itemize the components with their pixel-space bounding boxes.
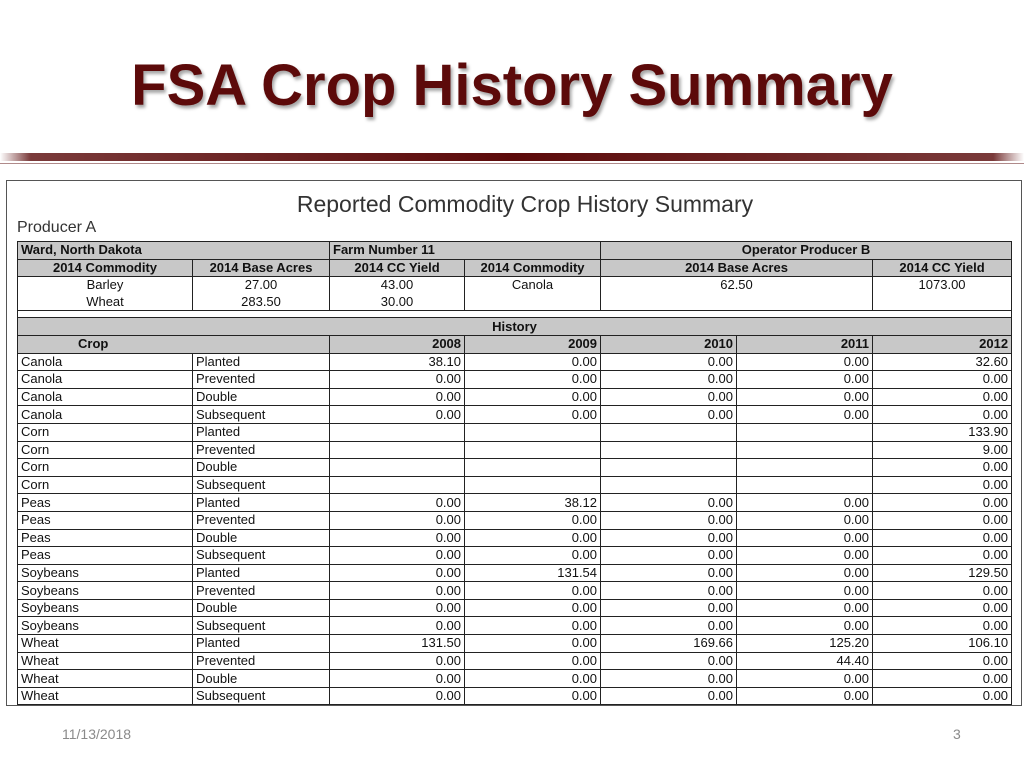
commodity-name: Wheat: [18, 294, 193, 311]
acreage-cell: 0.00: [873, 652, 1012, 670]
acreage-cell: 0.00: [465, 406, 601, 424]
acreage-cell: 0.00: [601, 494, 737, 512]
table-row: [18, 476, 1012, 494]
acreage-cell: 0.00: [465, 371, 601, 389]
acreage-cell: 0.00: [737, 617, 873, 635]
acreage-cell: [601, 459, 737, 477]
crop-name: Canola: [18, 371, 193, 389]
crop-name: Peas: [18, 547, 193, 565]
acreage-cell: 131.50: [330, 635, 465, 653]
year-header: 2012: [873, 335, 1012, 353]
crop-name: Peas: [18, 529, 193, 547]
acreage-cell: 44.40: [737, 652, 873, 670]
report-title: Reported Commodity Crop History Summary: [296, 191, 754, 217]
acreage-cell: 0.00: [330, 529, 465, 547]
cc-yield-header-right: 2014 CC Yield: [873, 259, 1012, 277]
history-type: Subsequent: [193, 547, 330, 565]
acreage-cell: 0.00: [873, 547, 1012, 565]
location-cell: Ward, North Dakota: [18, 242, 330, 260]
history-type: Prevented: [193, 371, 330, 389]
acreage-cell: [737, 423, 873, 441]
table-row: [18, 459, 1012, 477]
acreage-cell: 0.00: [601, 371, 737, 389]
history-type: Subsequent: [193, 617, 330, 635]
year-header: 2011: [737, 335, 873, 353]
crop-name: Wheat: [18, 652, 193, 670]
acreage-cell: 0.00: [465, 582, 601, 600]
table-row: [18, 652, 1012, 670]
table-row: [18, 582, 1012, 600]
farm-info-row: [18, 242, 1012, 260]
commodity-cc-yield: 30.00: [330, 294, 465, 311]
table-row: [18, 406, 1012, 424]
acreage-cell: 106.10: [873, 635, 1012, 653]
crop-name: Corn: [18, 459, 193, 477]
acreage-cell: 38.12: [465, 494, 601, 512]
history-type: Subsequent: [193, 406, 330, 424]
acreage-cell: 0.00: [330, 617, 465, 635]
acreage-cell: 125.20: [737, 635, 873, 653]
acreage-cell: 0.00: [737, 547, 873, 565]
acreage-cell: 0.00: [465, 599, 601, 617]
acreage-cell: 0.00: [330, 406, 465, 424]
acreage-cell: 0.00: [873, 529, 1012, 547]
acreage-cell: [465, 476, 601, 494]
crop-name: Wheat: [18, 670, 193, 688]
acreage-cell: 0.00: [873, 459, 1012, 477]
acreage-cell: [330, 459, 465, 477]
farm-number-cell: Farm Number 11: [330, 242, 601, 260]
slide-title: FSA Crop History Summary: [131, 53, 893, 118]
crop-name: Soybeans: [18, 564, 193, 582]
acreage-cell: [330, 423, 465, 441]
acreage-cell: 129.50: [873, 564, 1012, 582]
acreage-cell: 0.00: [601, 599, 737, 617]
crop-name: Corn: [18, 441, 193, 459]
crop-header: Crop: [18, 335, 330, 353]
acreage-cell: 0.00: [601, 529, 737, 547]
acreage-cell: 0.00: [330, 511, 465, 529]
history-type: Double: [193, 599, 330, 617]
commodity-name: Barley: [18, 277, 193, 294]
acreage-cell: 0.00: [465, 388, 601, 406]
acreage-cell: 32.60: [873, 353, 1012, 371]
acreage-cell: 0.00: [601, 617, 737, 635]
commodity-header-row: [18, 259, 1012, 277]
table-row: [18, 529, 1012, 547]
acreage-cell: 0.00: [601, 687, 737, 705]
acreage-cell: 0.00: [330, 494, 465, 512]
history-type: Prevented: [193, 511, 330, 529]
acreage-cell: 0.00: [330, 670, 465, 688]
history-band-row: [18, 318, 1012, 336]
year-header: 2009: [465, 335, 601, 353]
commodity-base-acres: 283.50: [193, 294, 330, 311]
crop-name: Canola: [18, 388, 193, 406]
report-image: [6, 180, 1022, 706]
acreage-cell: 0.00: [465, 652, 601, 670]
acreage-cell: 0.00: [465, 529, 601, 547]
base-acres-header: 2014 Base Acres: [193, 259, 330, 277]
acreage-cell: [465, 459, 601, 477]
crop-history-table: [17, 241, 1012, 705]
history-type: Planted: [193, 494, 330, 512]
acreage-cell: 0.00: [873, 406, 1012, 424]
acreage-cell: 0.00: [737, 388, 873, 406]
acreage-cell: [330, 441, 465, 459]
commodity-header-right: 2014 Commodity: [465, 259, 601, 277]
crop-name: Wheat: [18, 635, 193, 653]
commodity-cc-yield: 43.00: [330, 277, 465, 294]
acreage-cell: 0.00: [737, 582, 873, 600]
acreage-cell: 0.00: [873, 388, 1012, 406]
commodity-header: 2014 Commodity: [18, 259, 193, 277]
acreage-cell: 0.00: [465, 687, 601, 705]
acreage-cell: 0.00: [873, 476, 1012, 494]
acreage-cell: [737, 459, 873, 477]
crop-name: Soybeans: [18, 599, 193, 617]
page-number: 3: [953, 726, 961, 742]
acreage-cell: 0.00: [330, 687, 465, 705]
table-row: [18, 687, 1012, 705]
footer-date: 11/13/2018: [62, 726, 132, 742]
cc-yield-header: 2014 CC Yield: [330, 259, 465, 277]
acreage-cell: 0.00: [330, 599, 465, 617]
acreage-cell: 0.00: [873, 617, 1012, 635]
acreage-cell: 0.00: [330, 564, 465, 582]
crop-name: Corn: [18, 476, 193, 494]
table-row: [18, 423, 1012, 441]
year-header-row: [18, 335, 1012, 353]
acreage-cell: 0.00: [465, 511, 601, 529]
commodity-row: [18, 277, 1012, 294]
table-row: [18, 388, 1012, 406]
crop-name: Corn: [18, 423, 193, 441]
acreage-cell: 133.90: [873, 423, 1012, 441]
acreage-cell: 0.00: [330, 388, 465, 406]
acreage-cell: 0.00: [737, 406, 873, 424]
commodity-cc-yield: 1073.00: [873, 277, 1012, 311]
acreage-cell: [465, 423, 601, 441]
acreage-cell: 0.00: [737, 564, 873, 582]
history-label: History: [18, 318, 1012, 336]
history-type: Prevented: [193, 652, 330, 670]
table-row: [18, 599, 1012, 617]
acreage-cell: [737, 476, 873, 494]
acreage-cell: 0.00: [601, 511, 737, 529]
acreage-cell: 0.00: [330, 582, 465, 600]
acreage-cell: 0.00: [737, 670, 873, 688]
history-type: Double: [193, 459, 330, 477]
history-type: Double: [193, 670, 330, 688]
table-row: [18, 547, 1012, 565]
history-type: Subsequent: [193, 476, 330, 494]
acreage-cell: [601, 476, 737, 494]
acreage-cell: 0.00: [601, 406, 737, 424]
acreage-cell: 0.00: [737, 529, 873, 547]
acreage-cell: 0.00: [601, 670, 737, 688]
crop-name: Canola: [18, 406, 193, 424]
commodity-name: Canola: [465, 277, 601, 311]
acreage-cell: 131.54: [465, 564, 601, 582]
acreage-cell: [601, 441, 737, 459]
acreage-cell: 0.00: [465, 635, 601, 653]
acreage-cell: 0.00: [601, 564, 737, 582]
acreage-cell: [737, 441, 873, 459]
year-header: 2008: [330, 335, 465, 353]
history-type: Prevented: [193, 582, 330, 600]
table-row: [18, 564, 1012, 582]
producer-label: Producer A: [17, 219, 97, 236]
acreage-cell: 0.00: [601, 547, 737, 565]
title-divider: [0, 153, 1024, 161]
acreage-cell: 0.00: [873, 371, 1012, 389]
title-divider-thin: [0, 163, 1024, 164]
table-row: [18, 617, 1012, 635]
base-acres-header-right: 2014 Base Acres: [601, 259, 873, 277]
acreage-cell: 0.00: [737, 353, 873, 371]
operator-cell: Operator Producer B: [601, 242, 1012, 260]
history-type: Prevented: [193, 441, 330, 459]
acreage-cell: 0.00: [873, 582, 1012, 600]
acreage-cell: 0.00: [465, 617, 601, 635]
acreage-cell: 0.00: [873, 494, 1012, 512]
acreage-cell: 0.00: [601, 652, 737, 670]
acreage-cell: 0.00: [465, 353, 601, 371]
history-type: Planted: [193, 423, 330, 441]
crop-name: Canola: [18, 353, 193, 371]
acreage-cell: 0.00: [737, 511, 873, 529]
acreage-cell: [601, 423, 737, 441]
crop-name: Soybeans: [18, 582, 193, 600]
history-type: Planted: [193, 353, 330, 371]
acreage-cell: 0.00: [601, 388, 737, 406]
table-row: [18, 441, 1012, 459]
history-type: Double: [193, 388, 330, 406]
table-row: [18, 635, 1012, 653]
acreage-cell: 0.00: [601, 582, 737, 600]
crop-name: Soybeans: [18, 617, 193, 635]
crop-name: Peas: [18, 494, 193, 512]
spacer-row: [18, 311, 1012, 318]
table-row: [18, 353, 1012, 371]
acreage-cell: [330, 476, 465, 494]
table-row: [18, 494, 1012, 512]
crop-name: Peas: [18, 511, 193, 529]
acreage-cell: 0.00: [873, 511, 1012, 529]
acreage-cell: 0.00: [330, 371, 465, 389]
history-type: Planted: [193, 564, 330, 582]
commodity-base-acres: 27.00: [193, 277, 330, 294]
acreage-cell: 0.00: [465, 547, 601, 565]
acreage-cell: 38.10: [330, 353, 465, 371]
history-type: Planted: [193, 635, 330, 653]
acreage-cell: 0.00: [873, 670, 1012, 688]
acreage-cell: 169.66: [601, 635, 737, 653]
acreage-cell: 0.00: [465, 670, 601, 688]
year-header: 2010: [601, 335, 737, 353]
acreage-cell: 0.00: [601, 353, 737, 371]
acreage-cell: 0.00: [737, 494, 873, 512]
table-row: [18, 371, 1012, 389]
history-type: Double: [193, 529, 330, 547]
acreage-cell: 0.00: [330, 652, 465, 670]
acreage-cell: [465, 441, 601, 459]
acreage-cell: 9.00: [873, 441, 1012, 459]
table-row: [18, 670, 1012, 688]
commodity-base-acres: 62.50: [601, 277, 873, 311]
acreage-cell: 0.00: [737, 599, 873, 617]
acreage-cell: 0.00: [737, 687, 873, 705]
acreage-cell: 0.00: [330, 547, 465, 565]
acreage-cell: 0.00: [737, 371, 873, 389]
acreage-cell: 0.00: [873, 599, 1012, 617]
crop-name: Wheat: [18, 687, 193, 705]
table-row: [18, 511, 1012, 529]
acreage-cell: 0.00: [873, 687, 1012, 705]
history-type: Subsequent: [193, 687, 330, 705]
